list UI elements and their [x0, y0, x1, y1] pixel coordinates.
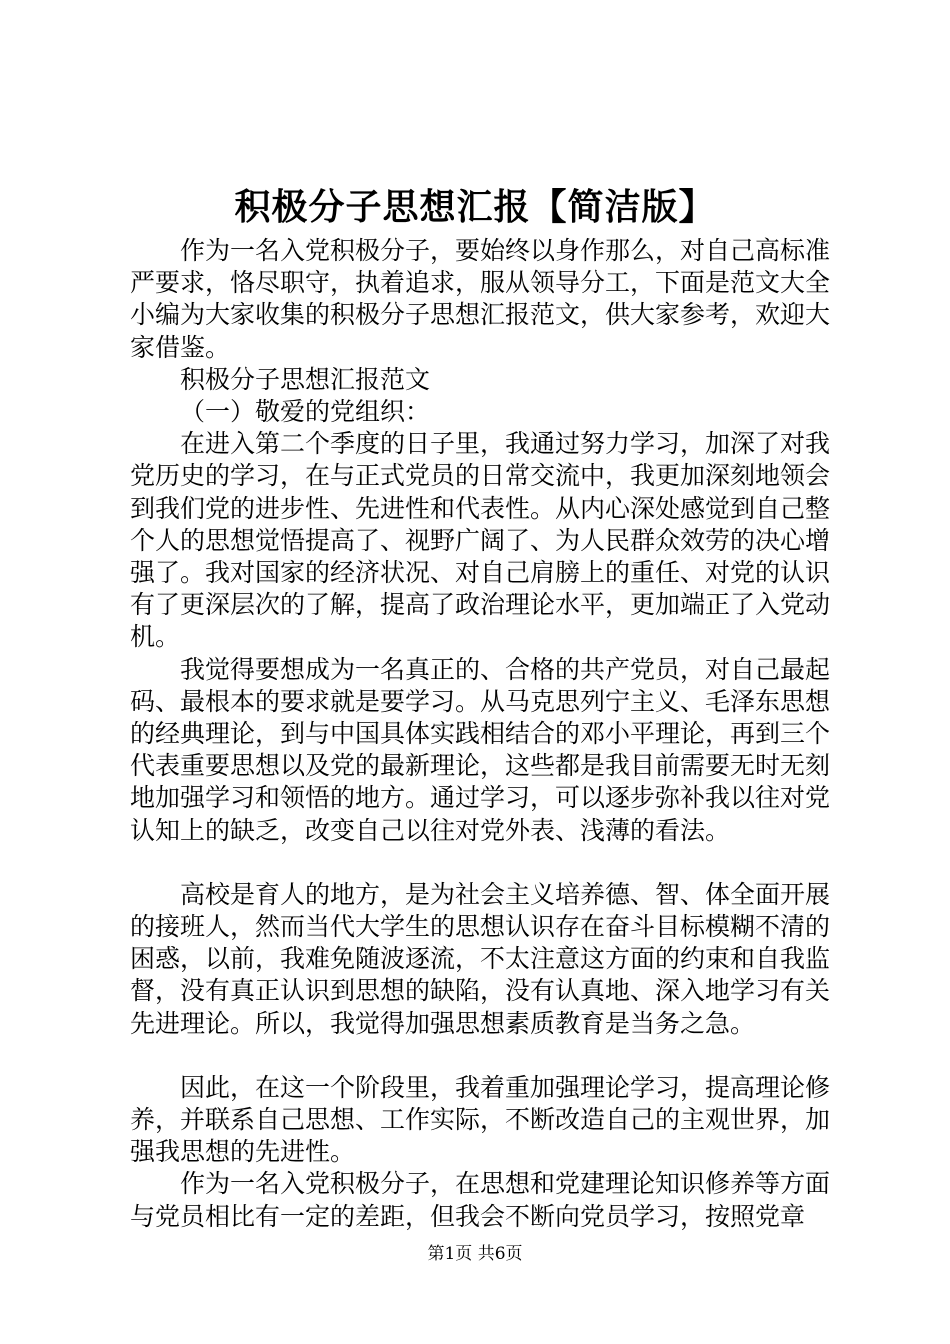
- document-body: [130, 235, 830, 1233]
- page-number-footer: 第1页 共6页: [427, 1244, 523, 1264]
- paragraph-body-3: 高校是育人的地方，是为社会主义培养德、智、体全面开展的接班人，然而当代大学生的思想认识存在奋斗目标模糊不清的困惑，以前，我难免随波逐流，不太注意这方面的约束和自我监督，没有真正认识到思想的缺陷，没有认真地、深入地学习有关先进理论。所以，我觉得加强思想素质教育是当务之急。: [130, 879, 831, 1038]
- paragraph-body-5: 作为一名入党积极分子，在思想和党建理论知识修养等方面与党员相比有一定的差距，但我会不断向党员学习，按照党章: [130, 1169, 831, 1231]
- paragraph-salutation: （一）敬爱的党组织：: [180, 397, 431, 427]
- paragraph-body-4: 因此，在这一个阶段里，我着重加强理论学习，提高理论修养，并联系自己思想、工作实际，不断改造自己的主观世界，加强我思想的先进性。: [130, 1072, 831, 1167]
- paragraph-intro: 作为一名入党积极分子，要始终以身作那么，对自己高标准严要求，恪尽职守，执着追求，服从领导分工，下面是范文大全小编为大家收集的积极分子思想汇报范文，供大家参考，欢迎大家借鉴。: [130, 236, 831, 362]
- document-title: 积极分子思想汇报【简洁版】: [234, 186, 716, 228]
- paragraph-body-2: 我觉得要想成为一名真正的、合格的共产党员，对自己最起码、最根本的要求就是要学习。从马克思列宁主义、毛泽东思想的经典理论，到与中国具体实践相结合的邓小平理论，再到三个代表重要思想以及党的最新理论，这些都是我目前需要无时无刻地加强学习和领悟的地方。通过学习，可以逐步弥补我以往对党认知上的缺乏，改变自己以往对党外表、浅薄的看法。: [130, 654, 831, 845]
- paragraph-body-1: 在进入第二个季度的日子里，我通过努力学习，加深了对我党历史的学习，在与正式党员的日常交流中，我更加深刻地领会到我们党的进步性、先进性和代表性。从内心深处感觉到自己整个人的思想觉悟提高了、视野广阔了、为人民群众效劳的决心增强了。我对国家的经济状况、对自己肩膀上的重任、对党的认识有了更深层次的了解，提高了政治理论水平，更加端正了入党动机。: [130, 429, 831, 652]
- paragraph-heading: 积极分子思想汇报范文: [180, 364, 431, 394]
